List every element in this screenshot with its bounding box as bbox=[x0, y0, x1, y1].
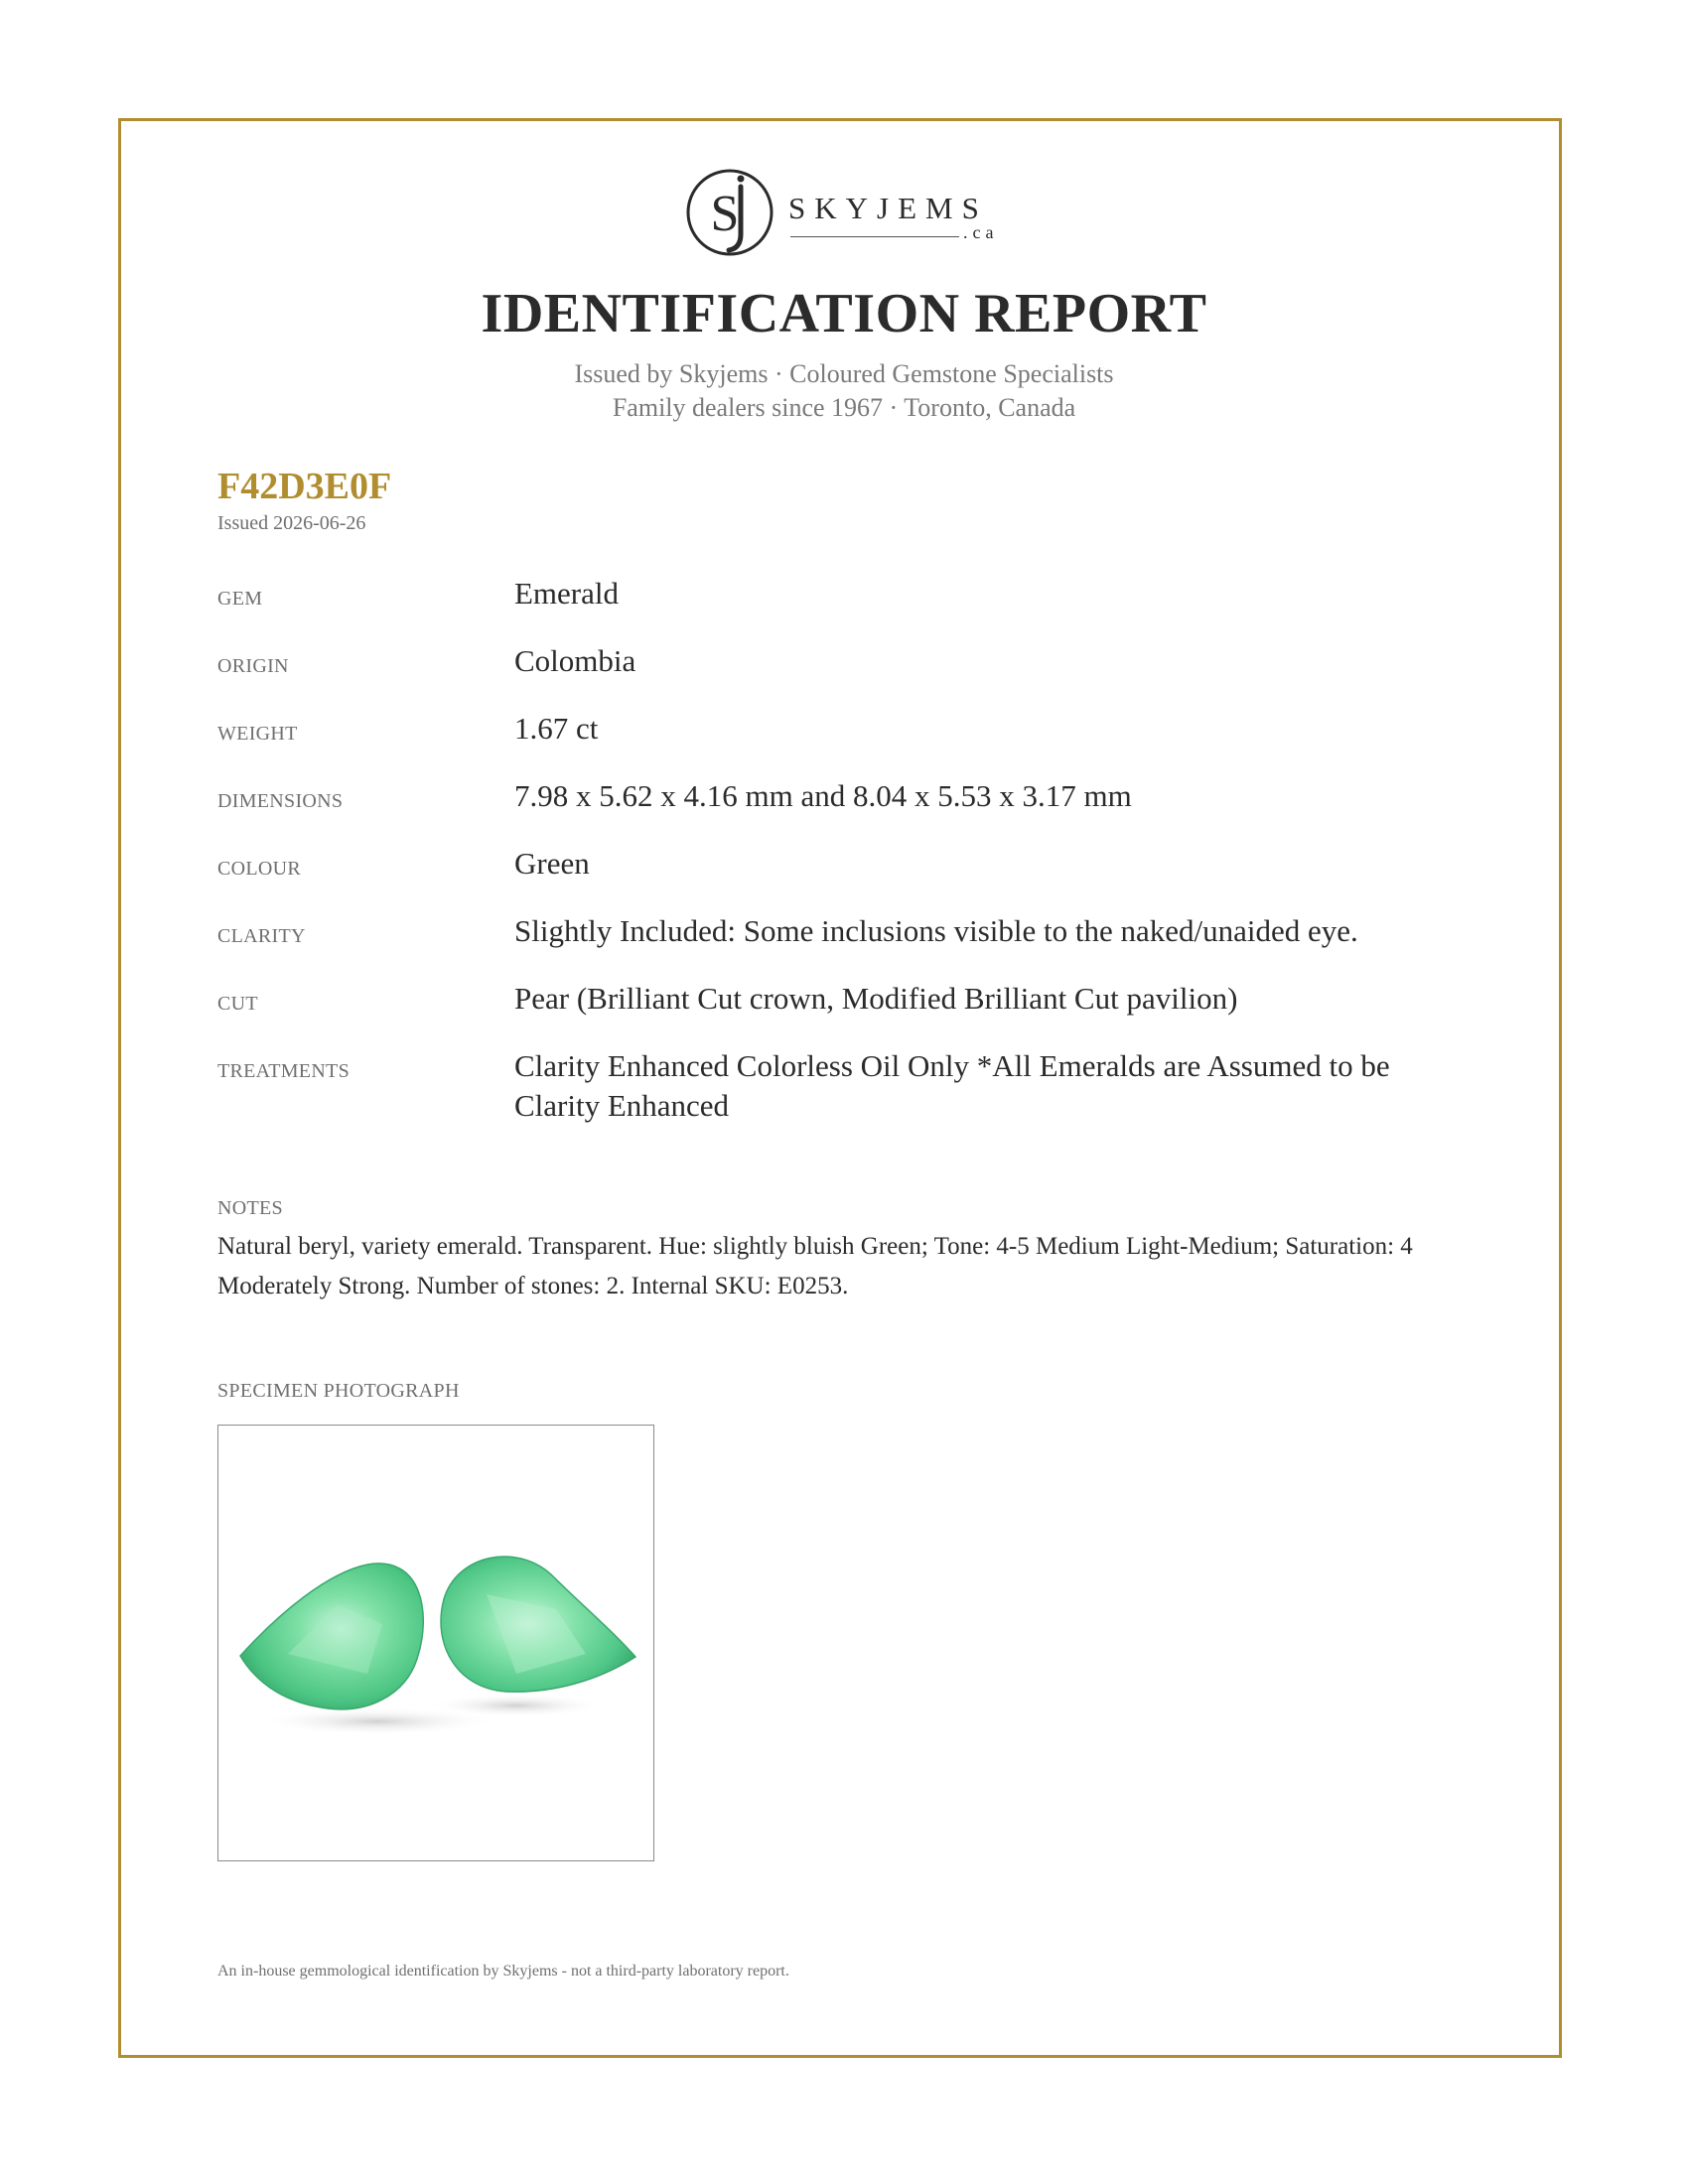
sj-monogram-icon bbox=[685, 165, 774, 260]
photo-label: SPECIMEN PHOTOGRAPH bbox=[217, 1380, 460, 1402]
gem-value: Emerald bbox=[514, 576, 620, 611]
report-title: IDENTIFICATION REPORT bbox=[481, 283, 1207, 344]
gem-label: GEM bbox=[217, 588, 263, 610]
cut-label: CUT bbox=[217, 993, 258, 1015]
dimensions-value: 7.98 x 5.62 x 4.16 mm and 8.04 x 5.53 x 3.17 mm bbox=[514, 778, 1132, 813]
dimensions-label: DIMENSIONS bbox=[217, 790, 344, 812]
treatments-value: Clarity Enhanced Colorless Oil Only *All Emeralds are Assumed to be Clarity Enhanced bbox=[514, 1048, 1390, 1123]
notes-text: Natural beryl, variety emerald. Transparent. Hue: slightly bluish Green; Tone: 4-5 Medium Light-Medium; Saturation: 4 Moderately Strong. Number of stones: 2. Internal SKU: E0253. bbox=[217, 1233, 1413, 1299]
origin-label: ORIGIN bbox=[217, 655, 289, 677]
emerald-pair-image bbox=[218, 1426, 654, 1861]
issuer-line: Issued by Skyjems · Coloured Gemstone Specialists bbox=[574, 359, 1114, 388]
cut-value: Pear (Brilliant Cut crown, Modified Brilliant Cut pavilion) bbox=[514, 981, 1238, 1016]
colour-value: Green bbox=[514, 846, 590, 881]
weight-value: 1.67 ct bbox=[514, 711, 599, 746]
clarity-label: CLARITY bbox=[217, 925, 306, 947]
svg-text:S: S bbox=[710, 186, 740, 242]
colour-label: COLOUR bbox=[217, 858, 302, 880]
brand-rule bbox=[790, 236, 959, 237]
clarity-value: Slightly Included: Some inclusions visible to the naked/unaided eye. bbox=[514, 913, 1358, 948]
brand-name: SKYJEMS bbox=[788, 191, 988, 225]
skyjems-logo bbox=[685, 165, 1013, 264]
issue-date: Issued 2026-06-26 bbox=[217, 512, 366, 534]
brand-tld: .ca bbox=[963, 222, 999, 242]
specimen-photo bbox=[217, 1425, 654, 1861]
treatments-label: TREATMENTS bbox=[217, 1060, 350, 1082]
disclaimer-footer: An in-house gemmological identification by Skyjems - not a third-party laboratory report. bbox=[217, 1963, 789, 1979]
report-id: F42D3E0F bbox=[217, 466, 392, 507]
dealer-line: Family dealers since 1967 · Toronto, Canada bbox=[612, 393, 1076, 422]
gem-shadow-right bbox=[427, 1694, 606, 1717]
origin-value: Colombia bbox=[514, 643, 636, 678]
weight-label: WEIGHT bbox=[217, 723, 298, 745]
notes-label: NOTES bbox=[217, 1197, 283, 1219]
